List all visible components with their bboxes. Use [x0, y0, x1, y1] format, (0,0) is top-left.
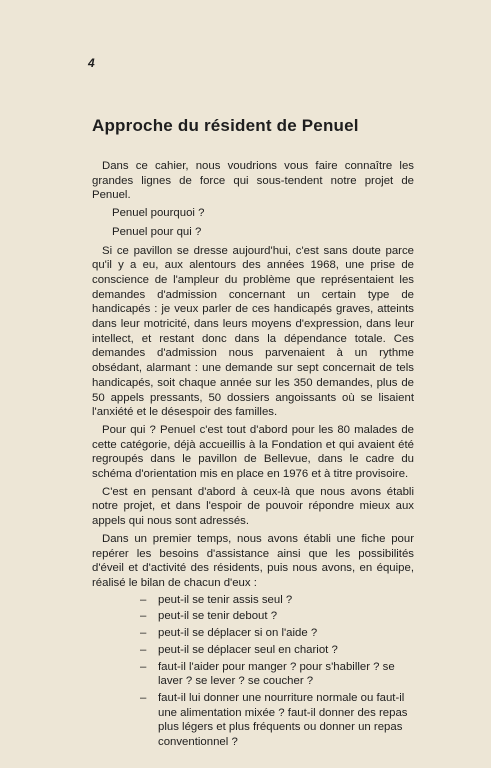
dash-marker: –	[140, 691, 147, 704]
body-paragraph: Si ce pavillon se dresse aujourd'hui, c'est sans doute parce qu'il y a eu, aux alentours des années 1968, une prise de conscience de l'ampleur du problème que représentaient les demandes d'admission concernant un certain type de handicapés : je veux parler de ces handicapés graves, atteints dans leur motricité, dans leurs moyens d'expression, dans leur intellect, et restant donc dans la dépendance totale. Ces demandes d'admission nous parvenaient à un rythme obsédant, alarmant : une demande sur sept concernait de tels handicapés, soit chaque année sur les 350 demandes, plus de 50 appels pressants, 50 dossiers angoissants où se lisaient l'anxiété et le désespoir des familles.	[92, 244, 414, 419]
list-item	[92, 643, 414, 658]
question-list	[92, 593, 414, 750]
page-number: 4	[88, 56, 95, 70]
intro-paragraph: Dans ce cahier, nous voudrions vous faire connaître les grandes lignes de force qui sous-tendent notre projet de Penuel.	[92, 160, 414, 202]
list-item	[92, 609, 414, 624]
list-item-text: peut-il se déplacer si on l'aide ?	[158, 627, 318, 640]
dash-marker: –	[140, 627, 147, 640]
list-item	[92, 691, 414, 750]
dash-marker: –	[140, 593, 147, 606]
list-item-text: peut-il se déplacer seul en chariot ?	[158, 643, 338, 656]
page-title: Approche du résident de Penuel	[92, 116, 359, 135]
dash-marker: –	[140, 610, 147, 623]
list-item	[92, 593, 414, 608]
list-item-text: faut-il l'aider pour manger ? pour s'habiller ? se laver ? se lever ? se coucher ?	[158, 660, 395, 688]
body-paragraph: Dans un premier temps, nous avons établi une fiche pour repérer les besoins d'assistance ainsi que les possibilités d'éveil et d'activité des résidents, puis nous avons, en équipe, réalisé le bilan de chacun d'eux :	[92, 532, 414, 589]
list-item-text: peut-il se tenir debout ?	[158, 610, 278, 623]
question-line: Penuel pourquoi ?	[112, 207, 205, 220]
list-item-text: faut-il lui donner une nourriture normale ou faut-il une alimentation mixée ? faut-il donner des repas plus légers et plus fréquents ou donner un repas conventionnel ?	[158, 691, 408, 749]
list-item	[92, 660, 414, 689]
list-item-text: peut-il se tenir assis seul ?	[158, 593, 293, 606]
list-item	[92, 626, 414, 641]
body-text	[92, 159, 414, 752]
body-paragraph: Pour qui ? Penuel c'est tout d'abord pour les 80 malades de cette catégorie, déjà accueillis à la Fondation et qui avaient été regroupés dans le pavillon de Bellevue, dans le cadre du schéma d'orientation mis en place en 1976 et à titre provisoire.	[92, 423, 414, 481]
question-line: Penuel pour qui ?	[112, 225, 202, 238]
body-paragraph: C'est en pensant d'abord à ceux-là que nous avons établi notre projet, et dans l'espoir de pouvoir répondre mieux aux appels qui nous sont adressés.	[92, 485, 414, 528]
dash-marker: –	[140, 643, 147, 656]
dash-marker: –	[140, 660, 147, 673]
